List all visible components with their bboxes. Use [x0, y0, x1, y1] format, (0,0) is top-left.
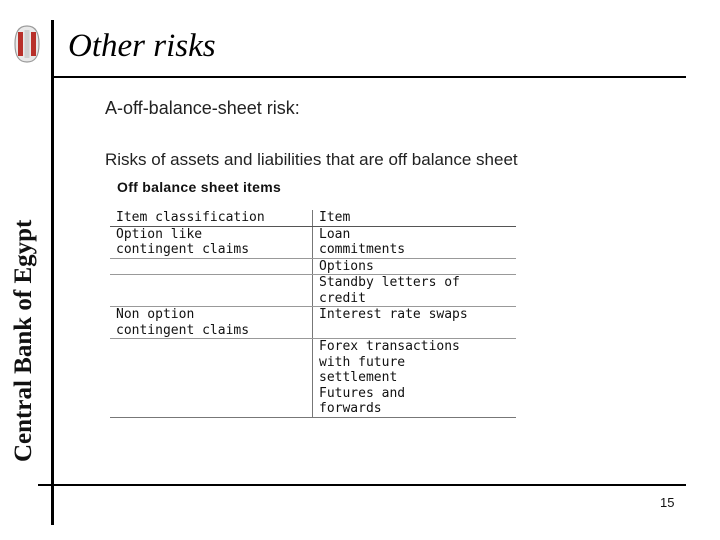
table-row	[110, 307, 516, 339]
table-cell-item: Interest rate swaps	[319, 307, 468, 322]
table-cell-item: Loan commitments	[319, 226, 406, 257]
table-caption: Off balance sheet items	[117, 179, 282, 195]
vertical-divider	[51, 20, 54, 525]
table-cell-classification	[110, 275, 313, 306]
table-header-classification: Item classification	[110, 210, 313, 226]
table-header-row	[110, 210, 516, 227]
footer-divider	[38, 484, 686, 486]
table-row	[110, 339, 516, 418]
table-cell-classification: Option like contingent claims	[110, 227, 313, 258]
table-row	[110, 275, 516, 307]
table-cell-item: Options	[319, 258, 374, 274]
table-row	[110, 227, 516, 259]
table-cell-classification	[110, 259, 313, 275]
slide-title: Other risks	[68, 28, 216, 64]
table-cell-item: Forex transactions with future settlement Futures and forwards	[319, 339, 460, 416]
central-bank-logo-icon	[12, 24, 42, 64]
page-number: 15	[660, 495, 675, 510]
table-header-item: Item	[319, 210, 351, 225]
vertical-sidebar-title: Central Bank of Egypt	[10, 219, 37, 462]
table-row	[110, 259, 516, 276]
table-cell-classification	[110, 339, 313, 417]
off-balance-sheet-table	[110, 210, 516, 418]
table-cell-item: Standby letters of credit	[319, 275, 460, 306]
title-underline-divider	[54, 76, 686, 78]
table-cell-classification: Non option contingent claims	[110, 307, 313, 338]
section-description: Risks of assets and liabilities that are off balance sheet	[105, 150, 518, 169]
section-subheading: A-off-balance-sheet risk:	[105, 98, 300, 118]
